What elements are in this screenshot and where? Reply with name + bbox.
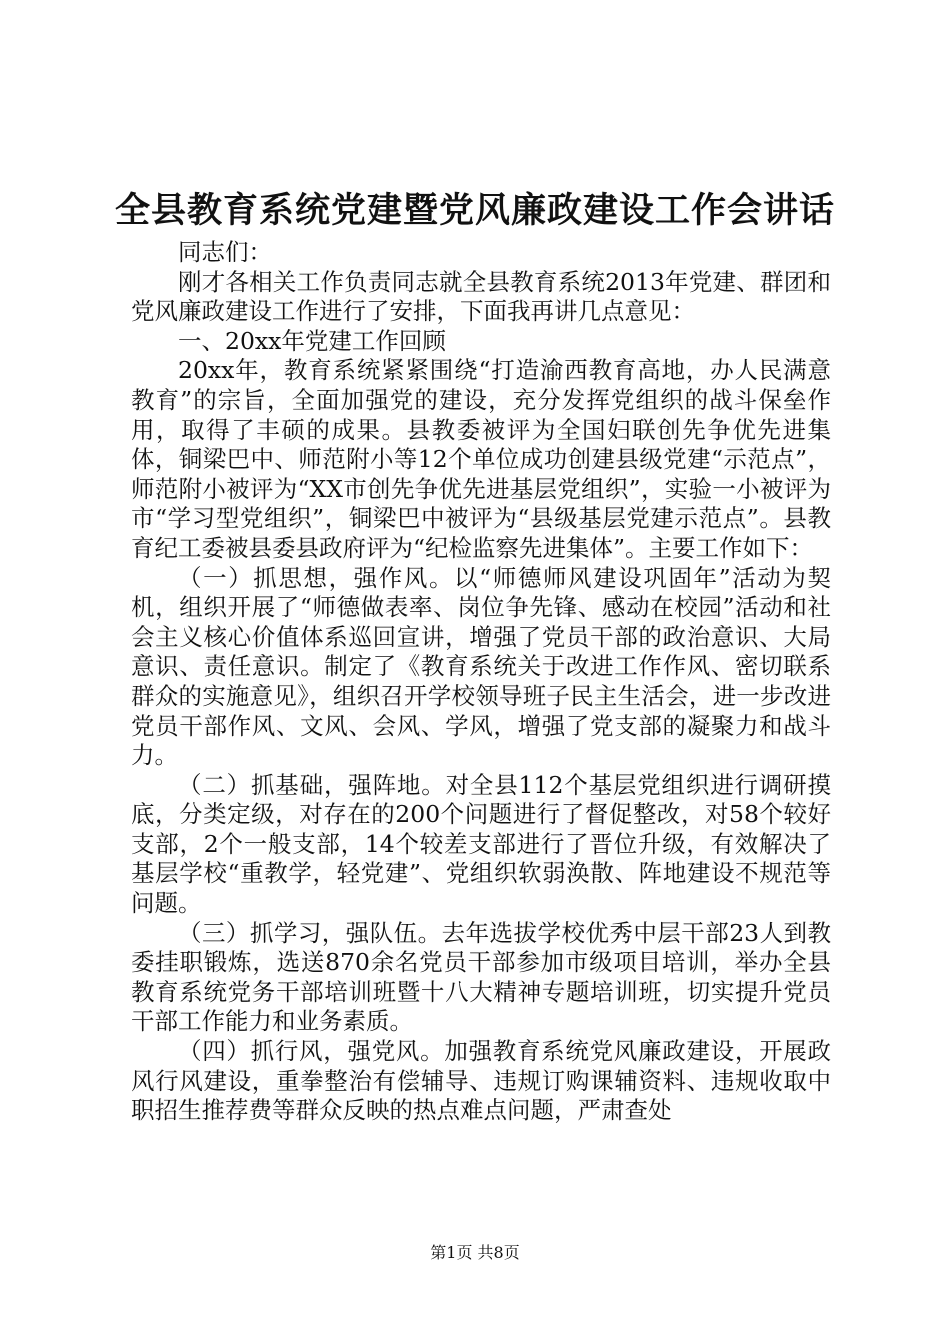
paragraph-salutation: 同志们： [178, 238, 272, 266]
document-title: 全县教育系统党建暨党风廉政建设工作会讲话 [114, 190, 835, 231]
paragraph-item-3: （三）抓学习，强队伍。去年选拔学校优秀中层干部23人到教委挂职锻炼，选送870余名党员干部参加市级项目培训，举办全县教育系统党务干部培训班暨十八大精神专题培训班，切实提升党员干部工作能力和业务素质。 [131, 918, 831, 1036]
paragraph-intro: 刚才各相关工作负责同志就全县教育系统2013年党建、群团和党风廉政建设工作进行了安排，下面我再讲几点意见： [131, 267, 831, 326]
document-body [131, 238, 831, 1126]
paragraph-item-2: （二）抓基础，强阵地。对全县112个基层党组织进行调研摸底，分类定级，对存在的200个问题进行了督促整改，对58个较好支部，2个一般支部，14个较差支部进行了晋位升级，有效解决了基层学校“重教学，轻党建”、党组织软弱涣散、阵地建设不规范等问题。 [131, 770, 831, 918]
paragraph-item-1: （一）抓思想，强作风。以“师德师风建设巩固年”活动为契机，组织开展了“师德做表率、岗位争先锋、感动在校园”活动和社会主义核心价值体系巡回宣讲，增强了党员干部的政治意识、大局意识、责任意识。制定了《教育系统关于改进工作作风、密切联系群众的实施意见》，组织召开学校领导班子民主生活会，进一步改进党员干部作风、文风、会风、学风，增强了党支部的凝聚力和战斗力。 [131, 563, 831, 770]
page-footer: 第1页 共8页 [430, 1243, 520, 1262]
paragraph-item-4: （四）抓行风，强党风。加强教育系统党风廉政建设，开展政风行风建设，重拳整治有偿辅导、违规订购课辅资料、违规收取中职招生推荐费等群众反映的热点难点问题，严肃查处 [131, 1037, 831, 1125]
paragraph-review: 20xx年，教育系统紧紧围绕“打造渝西教育高地，办人民满意教育”的宗旨，全面加强党的建设，充分发挥党组织的战斗保垒作用，取得了丰硕的成果。县教委被评为全国妇联创先争优先进集体，铜梁巴中、师范附小等12个单位成功创建县级党建“示范点”，师范附小被评为“XX市创先争优先进基层党组织”，实验一小被评为市“学习型党组织”，铜梁巴中被评为“县级基层党建示范点”。县教育纪工委被县委县政府评为“纪检监察先进集体”。主要工作如下： [131, 356, 831, 562]
section-heading: 一、20xx年党建工作回顾 [178, 326, 446, 355]
